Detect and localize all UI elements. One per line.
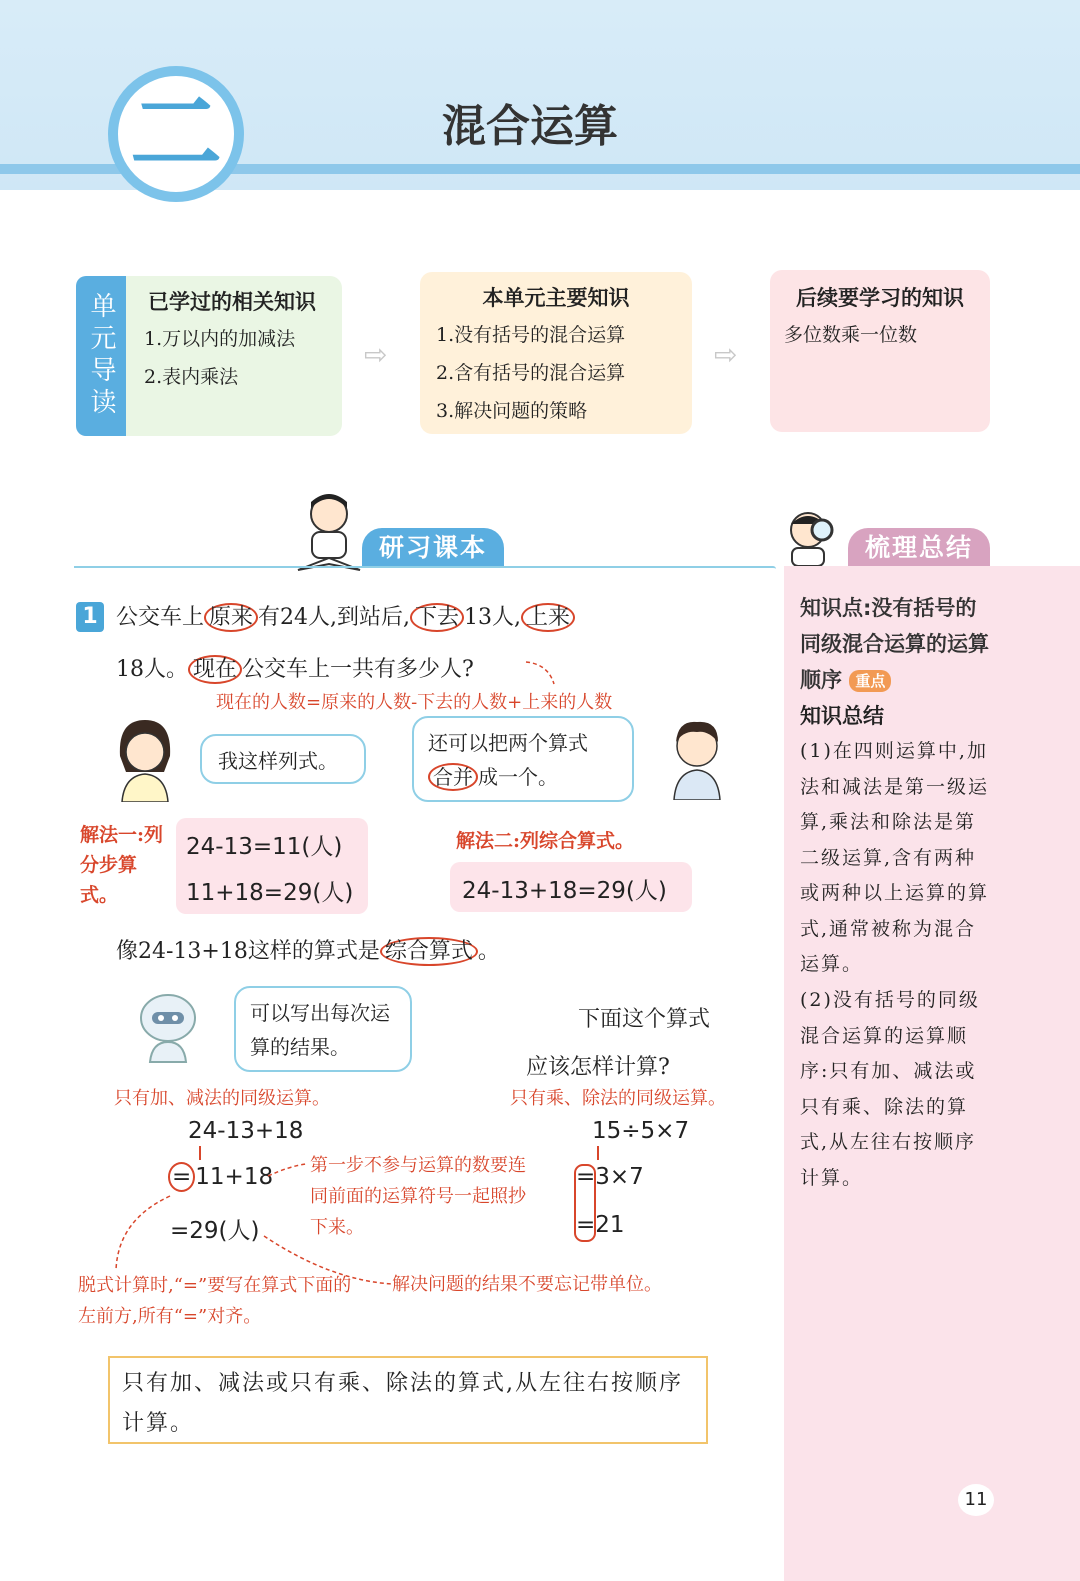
learned-item: 2.表内乘法 — [144, 366, 239, 388]
arrow-icon: ⇨ — [714, 338, 738, 371]
method1-eq: 24-13=11(人) — [186, 834, 343, 860]
keyword-circle: 合并 — [428, 763, 478, 791]
tab-study: 研习课本 — [362, 528, 504, 568]
robot-speech-bubble: 可以写出每次运算的结果。 — [234, 986, 412, 1072]
calc1-expression: 24-13+18 — [188, 1118, 304, 1144]
learned-heading: 已学过的相关知识 — [148, 290, 316, 314]
calc1-result: =29(人) — [170, 1218, 260, 1244]
main-heading: 本单元主要知识 — [482, 286, 630, 310]
future-item: 多位数乘一位数 — [784, 324, 918, 346]
main-item: 3.解决问题的策略 — [436, 400, 588, 422]
arrow-icon: ⇨ — [364, 338, 388, 371]
align-note: 脱式计算时,“=”要写在算式下面的左前方,所有“=”对齐。 — [78, 1275, 352, 1327]
boy-speech-bubble: 还可以把两个算式 合并 成一个。 — [412, 716, 634, 802]
learned-item: 1.万以内的加减法 — [144, 328, 296, 350]
question-line: 应该怎样计算? — [526, 1055, 670, 1080]
unit-note: 解决问题的结果不要忘记带单位。 — [392, 1274, 662, 1295]
copy-note: 第一步不参与运算的数要连同前面的运算符号一起照抄下来。 — [310, 1155, 526, 1238]
question-line: 下面这个算式 — [578, 1007, 711, 1032]
calc2-note: 只有乘、除法的同级运算。 — [510, 1088, 726, 1109]
summary-subtitle: 知识总结 — [800, 704, 884, 728]
keyword-circle: 下去 — [410, 603, 464, 632]
unit-number: 二 — [129, 80, 222, 187]
keyword-circle: 现在 — [188, 655, 242, 684]
page-number: 11 — [958, 1484, 994, 1516]
relation-note: 现在的人数=原来的人数-下去的人数+上来的人数 — [216, 692, 613, 713]
definition-line: 像24-13+18这样的算式是 综合算式 。 — [116, 939, 500, 964]
problem-line: 公交车上 原来 有24人,到站后, 下去 13人, 上来 — [116, 600, 575, 631]
summary-paragraph: (1)在四则运算中,加法和减法是第一级运算,乘法和除法是第二级运算,含有两种或两种以上运算的算式,通常被称为混合运算。 — [800, 740, 990, 975]
guide-label: 单元导读 — [76, 276, 126, 436]
calc1-step: = 11+18 — [168, 1164, 273, 1190]
future-heading: 后续要学习的知识 — [796, 286, 964, 310]
rule-text: 只有加、减法或只有乘、除法的算式,从左往右按顺序计算。 — [122, 1371, 683, 1436]
key-badge: 重点 — [849, 670, 891, 692]
calc1-note: 只有加、减法的同级运算。 — [114, 1088, 330, 1109]
girl-speech-bubble: 我这样列式。 — [200, 734, 366, 784]
problem-line: 18人。 现在 公交车上一共有多少人? — [116, 657, 474, 682]
main-item: 1.没有括号的混合运算 — [436, 324, 626, 346]
page-title: 混合运算 — [442, 101, 618, 152]
method2-label: 解法二:列综合算式。 — [456, 830, 635, 852]
summary-paragraph: (2)没有括号的同级混合运算的运算顺序:只有加、减法或只有乘、除法的算式,从左往右按顺序计算。 — [800, 989, 980, 1189]
keyword-circle: 上来 — [521, 603, 575, 632]
method1-label: 解法一:列分步算式。 — [80, 824, 164, 906]
keyword-circle: 原来 — [204, 603, 258, 632]
equals-circle: = — [168, 1162, 195, 1192]
rule-box — [108, 1356, 708, 1444]
calc2-result: =21 — [576, 1212, 625, 1238]
method1-eq: 11+18=29(人) — [186, 880, 354, 906]
summary-point-title: 知识点:没有括号的同级混合运算的运算顺序 重点 — [800, 596, 989, 692]
keyword-circle: 综合算式 — [380, 937, 478, 966]
tab-summary: 梳理总结 — [848, 528, 990, 568]
main-item: 2.含有括号的混合运算 — [436, 362, 626, 384]
method2-eq: 24-13+18=29(人) — [462, 878, 667, 904]
problem-number: 1 — [76, 602, 104, 632]
calc2-step: =3×7 — [576, 1164, 644, 1190]
calc2-expression: 15÷5×7 — [592, 1118, 690, 1144]
